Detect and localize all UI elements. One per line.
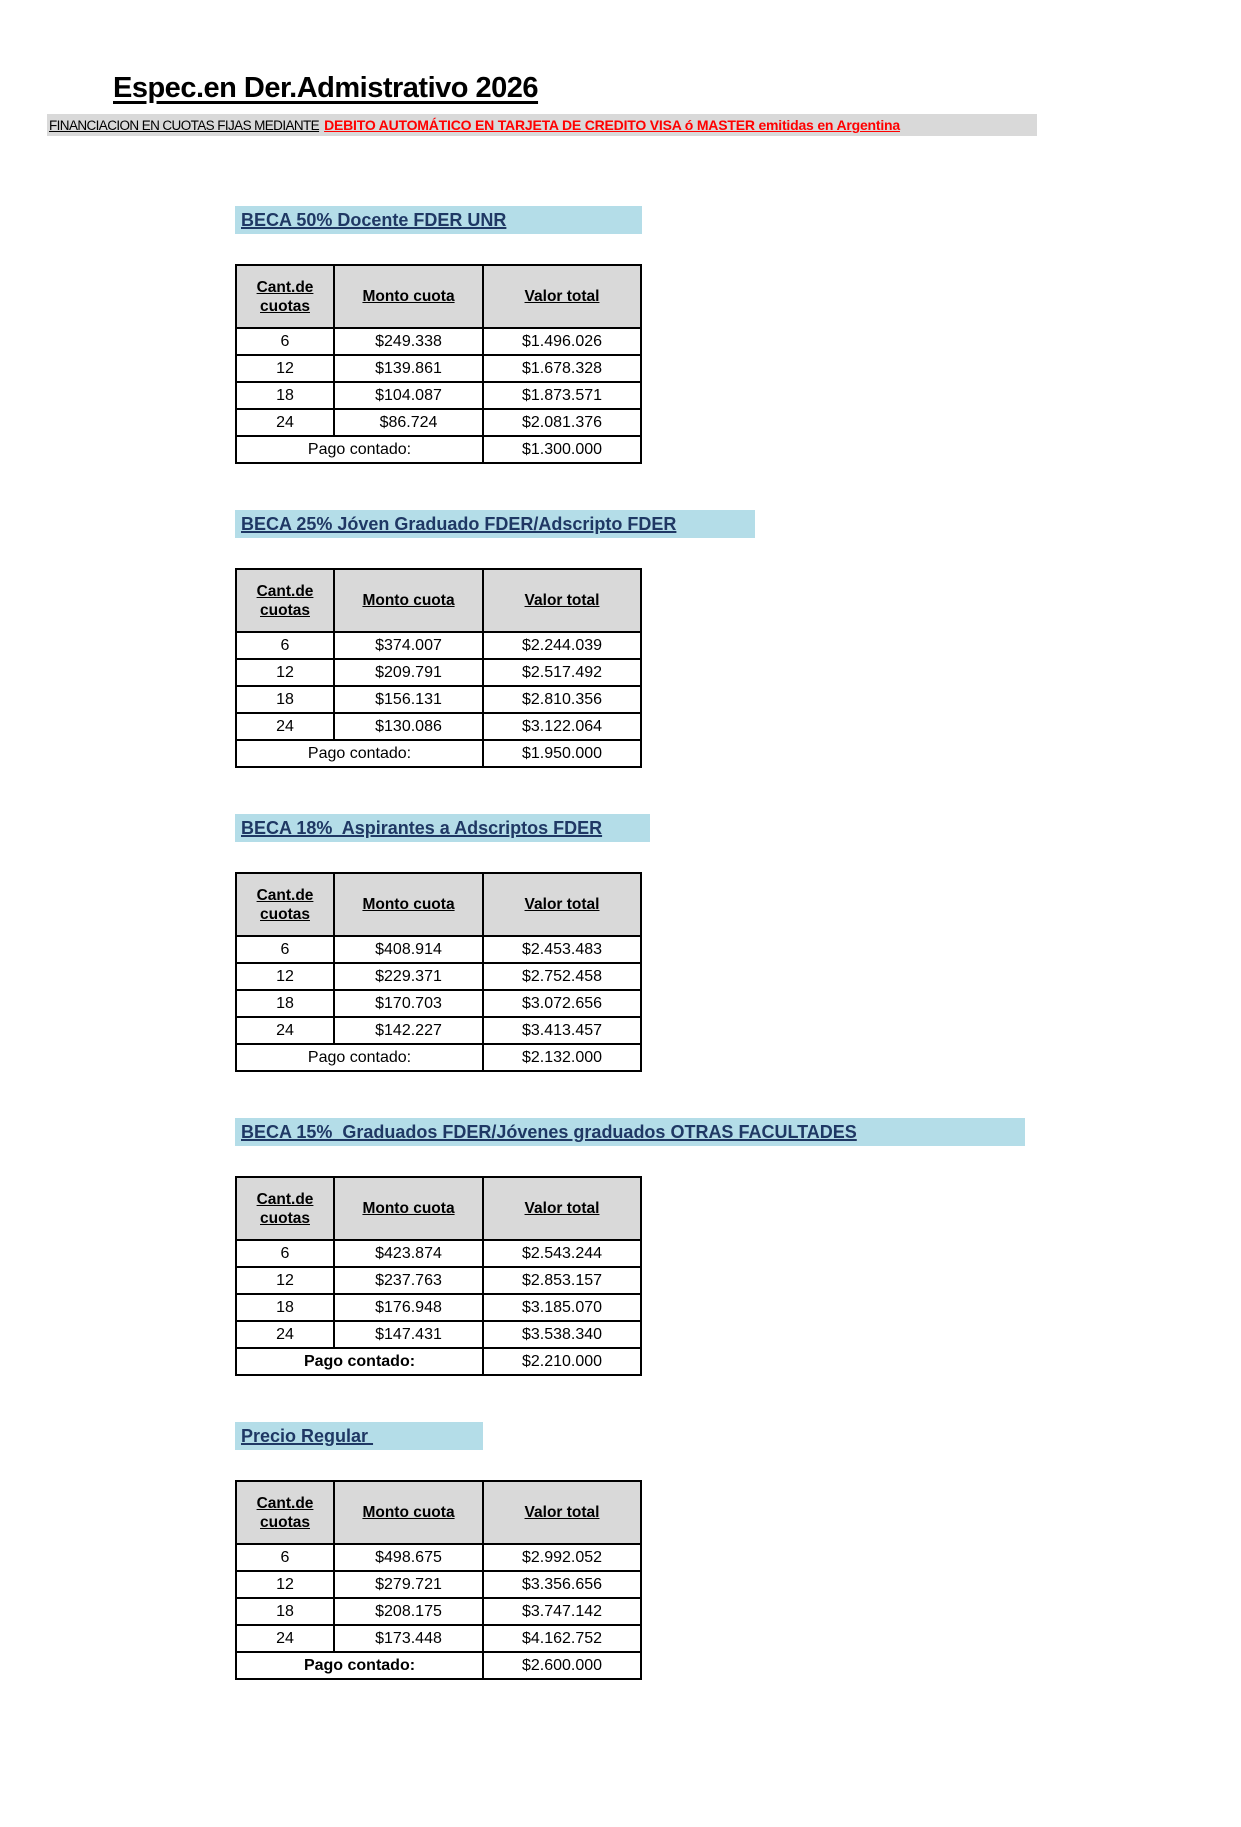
table-row [236, 632, 641, 659]
total-cell: $2.517.492 [483, 659, 641, 686]
price-table [235, 264, 642, 464]
cuotas-cell: 18 [236, 990, 334, 1017]
monto-cell: $130.086 [334, 713, 483, 740]
col-header-cuotas: Cant.de cuotas [236, 569, 334, 632]
pago-contado-value: $2.600.000 [483, 1652, 641, 1679]
cuotas-cell: 24 [236, 713, 334, 740]
monto-cell: $86.724 [334, 409, 483, 436]
total-cell: $3.072.656 [483, 990, 641, 1017]
cuotas-cell: 18 [236, 382, 334, 409]
cuotas-cell: 12 [236, 659, 334, 686]
table-row [236, 355, 641, 382]
total-cell: $3.122.064 [483, 713, 641, 740]
col-header-cuotas: Cant.de cuotas [236, 873, 334, 936]
col-header-monto: Monto cuota [334, 569, 483, 632]
monto-cell: $104.087 [334, 382, 483, 409]
section-title: BECA 15% Graduados FDER/Jóvenes graduados OTRAS FACULTADES [241, 1121, 857, 1142]
table-header-row [236, 1177, 641, 1240]
monto-cell: $408.914 [334, 936, 483, 963]
table-row [236, 659, 641, 686]
monto-cell: $423.874 [334, 1240, 483, 1267]
table-row [236, 1544, 641, 1571]
table-row [236, 1321, 641, 1348]
cuotas-cell: 24 [236, 409, 334, 436]
table-row [236, 936, 641, 963]
section-title-band [235, 510, 755, 538]
pago-contado-value: $1.300.000 [483, 436, 641, 463]
total-cell: $2.992.052 [483, 1544, 641, 1571]
cuotas-cell: 18 [236, 1294, 334, 1321]
price-table [235, 1176, 642, 1376]
table-row [236, 382, 641, 409]
table-row [236, 686, 641, 713]
total-cell: $2.244.039 [483, 632, 641, 659]
cuotas-cell: 6 [236, 1240, 334, 1267]
col-header-total: Valor total [483, 569, 641, 632]
total-cell: $1.678.328 [483, 355, 641, 382]
section-beca-15 [235, 1118, 1241, 1376]
financing-note-bar [47, 114, 1037, 136]
section-title: Precio Regular [241, 1425, 374, 1446]
table-row [236, 990, 641, 1017]
monto-cell: $142.227 [334, 1017, 483, 1044]
cuotas-cell: 12 [236, 963, 334, 990]
col-header-cuotas: Cant.de cuotas [236, 1177, 334, 1240]
section-precio-regular [235, 1422, 1241, 1680]
monto-cell: $173.448 [334, 1625, 483, 1652]
table-header-row [236, 265, 641, 328]
cuotas-cell: 6 [236, 936, 334, 963]
total-cell: $3.356.656 [483, 1571, 641, 1598]
col-header-monto: Monto cuota [334, 265, 483, 328]
table-row [236, 1598, 641, 1625]
cuotas-cell: 18 [236, 1598, 334, 1625]
pago-contado-label: Pago contado: [236, 436, 483, 463]
cuotas-cell: 6 [236, 328, 334, 355]
pago-contado-label: Pago contado: [236, 740, 483, 767]
total-cell: $3.413.457 [483, 1017, 641, 1044]
pago-contado-label: Pago contado: [236, 1348, 483, 1375]
pago-contado-label: Pago contado: [236, 1044, 483, 1071]
table-row [236, 1625, 641, 1652]
table-header-row [236, 569, 641, 632]
monto-cell: $249.338 [334, 328, 483, 355]
section-beca-18 [235, 814, 1241, 1072]
section-title-band [235, 814, 650, 842]
cuotas-cell: 18 [236, 686, 334, 713]
table-row [236, 328, 641, 355]
cuotas-cell: 24 [236, 1321, 334, 1348]
total-cell: $3.185.070 [483, 1294, 641, 1321]
col-header-total: Valor total [483, 1481, 641, 1544]
pago-contado-value: $1.950.000 [483, 740, 641, 767]
monto-cell: $498.675 [334, 1544, 483, 1571]
table-row [236, 1571, 641, 1598]
table-row [236, 1267, 641, 1294]
total-cell: $2.810.356 [483, 686, 641, 713]
table-header-row [236, 873, 641, 936]
monto-cell: $279.721 [334, 1571, 483, 1598]
cuotas-cell: 24 [236, 1017, 334, 1044]
section-title: BECA 25% Jóven Graduado FDER/Adscripto FDER [241, 513, 677, 534]
total-cell: $3.747.142 [483, 1598, 641, 1625]
section-title-band [235, 1118, 1025, 1146]
cuotas-cell: 12 [236, 355, 334, 382]
monto-cell: $170.703 [334, 990, 483, 1017]
pago-contado-value: $2.132.000 [483, 1044, 641, 1071]
pago-contado-row [236, 1044, 641, 1071]
total-cell: $2.081.376 [483, 409, 641, 436]
page-title: Espec.en Der.Admistrativo 2026 [113, 72, 539, 104]
table-row [236, 1294, 641, 1321]
section-title: BECA 18% Aspirantes a Adscriptos FDER [241, 817, 603, 838]
col-header-total: Valor total [483, 265, 641, 328]
total-cell: $1.873.571 [483, 382, 641, 409]
total-cell: $2.853.157 [483, 1267, 641, 1294]
pago-contado-row [236, 1652, 641, 1679]
table-row [236, 713, 641, 740]
col-header-monto: Monto cuota [334, 1481, 483, 1544]
monto-cell: $208.175 [334, 1598, 483, 1625]
table-row [236, 409, 641, 436]
total-cell: $2.543.244 [483, 1240, 641, 1267]
section-title-band [235, 206, 642, 234]
cuotas-cell: 12 [236, 1571, 334, 1598]
pago-contado-row [236, 1348, 641, 1375]
sections-container [235, 206, 1241, 1680]
cuotas-cell: 12 [236, 1267, 334, 1294]
cuotas-cell: 6 [236, 632, 334, 659]
table-row [236, 1017, 641, 1044]
financing-note-highlight: DEBITO AUTOMÁTICO EN TARJETA DE CREDITO VISA ó MASTER emitidas en Argentina [324, 117, 900, 133]
col-header-cuotas: Cant.de cuotas [236, 265, 334, 328]
monto-cell: $209.791 [334, 659, 483, 686]
financing-note-plain: FINANCIACION EN CUOTAS FIJAS MEDIANTE [49, 117, 320, 133]
monto-cell: $229.371 [334, 963, 483, 990]
monto-cell: $139.861 [334, 355, 483, 382]
cuotas-cell: 6 [236, 1544, 334, 1571]
section-beca-50 [235, 206, 1241, 464]
table-header-row [236, 1481, 641, 1544]
pago-contado-label: Pago contado: [236, 1652, 483, 1679]
total-cell: $2.752.458 [483, 963, 641, 990]
pago-contado-value: $2.210.000 [483, 1348, 641, 1375]
monto-cell: $374.007 [334, 632, 483, 659]
total-cell: $3.538.340 [483, 1321, 641, 1348]
monto-cell: $237.763 [334, 1267, 483, 1294]
monto-cell: $176.948 [334, 1294, 483, 1321]
section-title-band [235, 1422, 483, 1450]
pago-contado-row [236, 740, 641, 767]
total-cell: $4.162.752 [483, 1625, 641, 1652]
monto-cell: $156.131 [334, 686, 483, 713]
col-header-monto: Monto cuota [334, 873, 483, 936]
price-table [235, 872, 642, 1072]
pago-contado-row [236, 436, 641, 463]
section-beca-25 [235, 510, 1241, 768]
col-header-total: Valor total [483, 1177, 641, 1240]
monto-cell: $147.431 [334, 1321, 483, 1348]
total-cell: $1.496.026 [483, 328, 641, 355]
col-header-monto: Monto cuota [334, 1177, 483, 1240]
price-table [235, 568, 642, 768]
total-cell: $2.453.483 [483, 936, 641, 963]
table-row [236, 1240, 641, 1267]
section-title: BECA 50% Docente FDER UNR [241, 209, 507, 230]
cuotas-cell: 24 [236, 1625, 334, 1652]
price-table [235, 1480, 642, 1680]
col-header-cuotas: Cant.de cuotas [236, 1481, 334, 1544]
table-row [236, 963, 641, 990]
col-header-total: Valor total [483, 873, 641, 936]
